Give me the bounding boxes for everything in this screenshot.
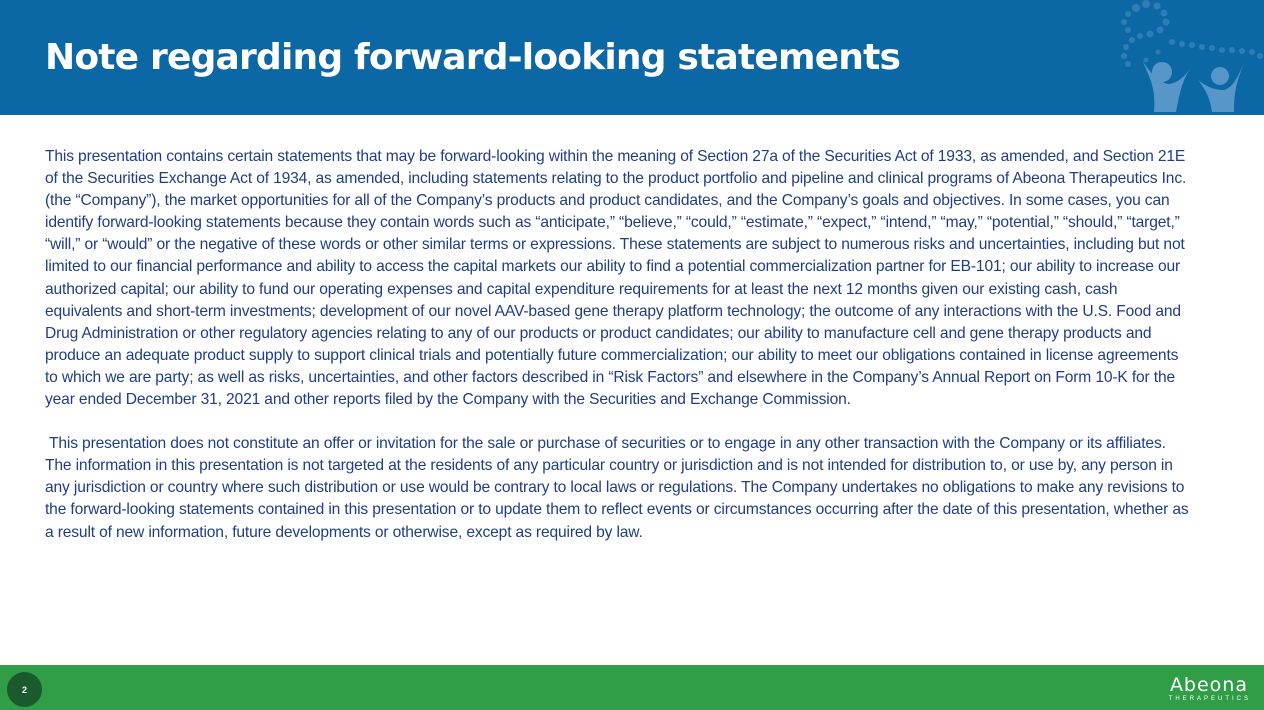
- disclaimer-paragraph-2: This presentation does not constitute an offer or invitation for the sale or purchase of securities or to engage in any other transaction with the Company or its affiliates. The information in this presentation is not targeted at the residents of any particular country or jurisdiction and is not intended for distribution to, or use by, any person in any jurisdiction or country where such distribution or use would be contrary to local laws or regulations. The Company undertakes no obligations to make any revisions to the forward-looking statements contained in this presentation or to update them to reflect events or circumstances occurring after the date of this presentation, whether as a result of new information, future developments or otherwise, except as required by law.: [45, 435, 1189, 541]
- disclaimer-paragraph-1: This presentation contains certain statements that may be forward-looking within the meaning of Section 27a of the Securities Act of 1933, as amended, and Section 21E of the Securities Exchange Act of 1934, as amended, including statements relating to the product portfolio and pipeline and clinical programs of Abeona Therapeutics Inc. (the “Company”), the market opportunities for all of the Company’s products and product candidates, and the Company’s goals and objectives. In some cases, you can identify forward-looking statements because they contain words such as “anticipate,” “believe,” “could,” “estimate,” “expect,” “intend,” “may,” “potential,” “should,” “target,” “will,” or “would” or the negative of these words or other similar terms or expressions. These statements are subject to numerous risks and uncertainties, including but not limited to our financial performance and ability to access the capital markets our ability to find a potential commercialization partner for EB-101; our ability to increase our authorized capital; our ability to fund our operating expenses and capital expenditure requirements for at least the next 12 months given our existing cash, cash equivalents and short-term investments; development of our novel AAV-based gene therapy platform technology; the outcome of any interactions with the U.S. Food and Drug Administration or other regulatory agencies relating to any of our products or product candidates; our ability to manufacture cell and gene therapy products and produce an adequate product supply to support clinical trials and potentially future commercialization; our ability to meet our obligations contained in license agreements to which we are party; as well as risks, uncertainties, and other factors described in “Risk Factors” and elsewhere in the Company’s Annual Report on Form 10-K for the year ended December 31, 2021 and other reports filed by the Company with the Securities and Exchange Commission.: [45, 148, 1187, 409]
- page-number-badge: 2: [7, 672, 42, 707]
- slide-title: Note regarding forward-looking statements: [45, 37, 901, 78]
- logo-name: Abeona: [1169, 674, 1248, 696]
- disclaimer-body: [45, 146, 1195, 544]
- logo-tagline: THERAPEUTICS: [1168, 696, 1251, 702]
- slide-header: [0, 0, 1264, 115]
- dotted-figures-icon: [1084, 0, 1264, 115]
- slide-footer: [0, 665, 1264, 710]
- company-logo: [1168, 674, 1251, 703]
